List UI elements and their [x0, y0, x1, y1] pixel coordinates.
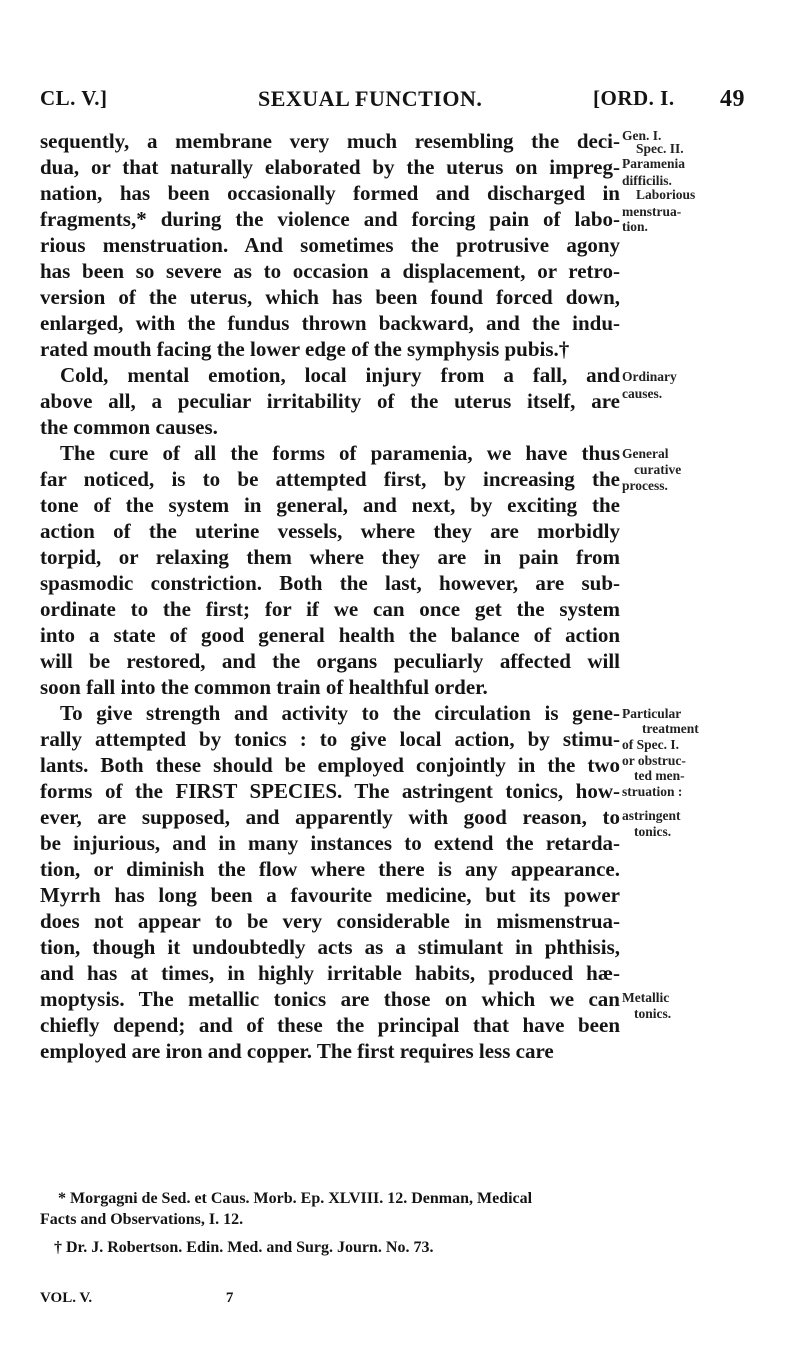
- margin-note: menstrua-: [622, 204, 682, 219]
- text-line: rious menstruation. And sometimes the protrusive agony: [40, 233, 620, 257]
- text-line: employed are iron and copper. The first requires less care: [40, 1039, 554, 1063]
- text-line: dua, or that naturally elaborated by the uterus on impreg-: [40, 155, 620, 179]
- running-header: [40, 86, 770, 116]
- margin-note: Ordinary: [622, 369, 677, 384]
- text-line: moptysis. The metallic tonics are those on which we can: [40, 987, 620, 1011]
- text-line: Cold, mental emotion, local injury from a fall, and: [60, 363, 620, 387]
- text-line: forms of the FIRST SPECIES. The astringent tonics, how-: [40, 779, 620, 803]
- signature-line: [40, 1290, 363, 1307]
- text-line: lants. Both these should be employed conjointly in the two: [40, 753, 620, 777]
- text-line: far noticed, is to be attempted first, by increasing the: [40, 467, 620, 491]
- margin-note: or obstruc-: [622, 753, 686, 768]
- footnote: † Dr. J. Robertson. Edin. Med. and Surg. Journ. No. 73.: [54, 1239, 434, 1256]
- volume-mark: VOL. V.: [40, 1290, 93, 1306]
- text-line: version of the uterus, which has been found forced down,: [40, 285, 620, 309]
- text-line: the common causes.: [40, 415, 218, 439]
- page-number: 49: [720, 86, 745, 112]
- text-line: fragments,* during the violence and forcing pain of labo-: [40, 207, 620, 231]
- margin-note: tonics.: [634, 824, 672, 839]
- text-line: The cure of all the forms of paramenia, we have thus: [60, 441, 620, 465]
- text-line: tion, though it undoubtedly acts as a stimulant in phthisis,: [40, 935, 620, 959]
- margin-note: ted men-: [634, 768, 685, 783]
- text-line: spasmodic constriction. Both the last, however, are sub-: [40, 571, 620, 595]
- margin-note: struation :: [622, 784, 683, 799]
- margin-note: Particular: [622, 706, 682, 721]
- text-line: ordinate to the first; for if we can once get the system: [40, 597, 620, 621]
- text-line: enlarged, with the fundus thrown backward, and the indu-: [40, 311, 620, 335]
- margin-note: difficilis.: [622, 173, 672, 188]
- margin-note: Paramenia: [622, 156, 685, 171]
- text-line: Myrrh has long been a favourite medicine, but its power: [40, 883, 620, 907]
- header-order: [ORD. I.: [593, 86, 675, 110]
- margin-note: curative: [634, 462, 682, 477]
- text-line: nation, has been occasionally formed and discharged in: [40, 181, 620, 205]
- text-line: be injurious, and in many instances to extend the retarda-: [40, 831, 620, 855]
- footnote: Facts and Observations, I. 12.: [40, 1211, 244, 1228]
- text-line: To give strength and activity to the circulation is gene-: [60, 701, 620, 725]
- text-line: tone of the system in general, and next, by exciting the: [40, 493, 620, 517]
- margin-note: process.: [622, 478, 668, 493]
- text-line: rated mouth facing the lower edge of the symphysis pubis.†: [40, 337, 570, 361]
- margin-note: General: [622, 446, 669, 461]
- margin-note: of Spec. I.: [622, 737, 679, 752]
- margin-note: Spec. II.: [636, 141, 684, 156]
- margin-note: Laborious: [636, 187, 696, 202]
- text-line: has been so severe as to occasion a displacement, or retro-: [40, 259, 620, 283]
- text-line: rally attempted by tonics : to give local action, by stimu-: [40, 727, 620, 751]
- footnote: * Morgagni de Sed. et Caus. Morb. Ep. XLVIII. 12. Denman, Medical: [58, 1190, 533, 1207]
- text-line: will be restored, and the organs peculiarly affected will: [40, 649, 620, 673]
- margin-note: treatment: [642, 721, 699, 736]
- text-line: action of the uterine vessels, where they are morbidly: [40, 519, 620, 543]
- text-line: tion, or diminish the flow where there is any appearance.: [40, 857, 620, 881]
- text-line: ever, are supposed, and apparently with good reason, to: [40, 805, 620, 829]
- text-line: torpid, or relaxing them where they are in pain from: [40, 545, 620, 569]
- margin-note: Metallic: [622, 990, 670, 1005]
- header-title: SEXUAL FUNCTION.: [258, 86, 483, 111]
- text-line: above all, a peculiar irritability of the uterus itself, are: [40, 389, 620, 413]
- header-chapter: CL. V.]: [40, 86, 108, 110]
- text-line: does not appear to be very considerable in mismenstrua-: [40, 909, 620, 933]
- text-line: and has at times, in highly irritable habits, produced hæ-: [40, 961, 620, 985]
- margin-note: astringent: [622, 808, 681, 823]
- text-line: sequently, a membrane very much resembling the deci-: [40, 129, 620, 153]
- text-line: into a state of good general health the balance of action: [40, 623, 620, 647]
- margin-note: causes.: [622, 386, 663, 401]
- text-line: soon fall into the common train of healthful order.: [40, 675, 488, 699]
- margin-note: Gen. I.: [622, 128, 662, 143]
- margin-note: tion.: [622, 219, 648, 234]
- margin-note: tonics.: [634, 1006, 672, 1021]
- signature-mark: 7: [225, 1290, 234, 1306]
- text-line: chiefly depend; and of these the principal that have been: [40, 1013, 620, 1037]
